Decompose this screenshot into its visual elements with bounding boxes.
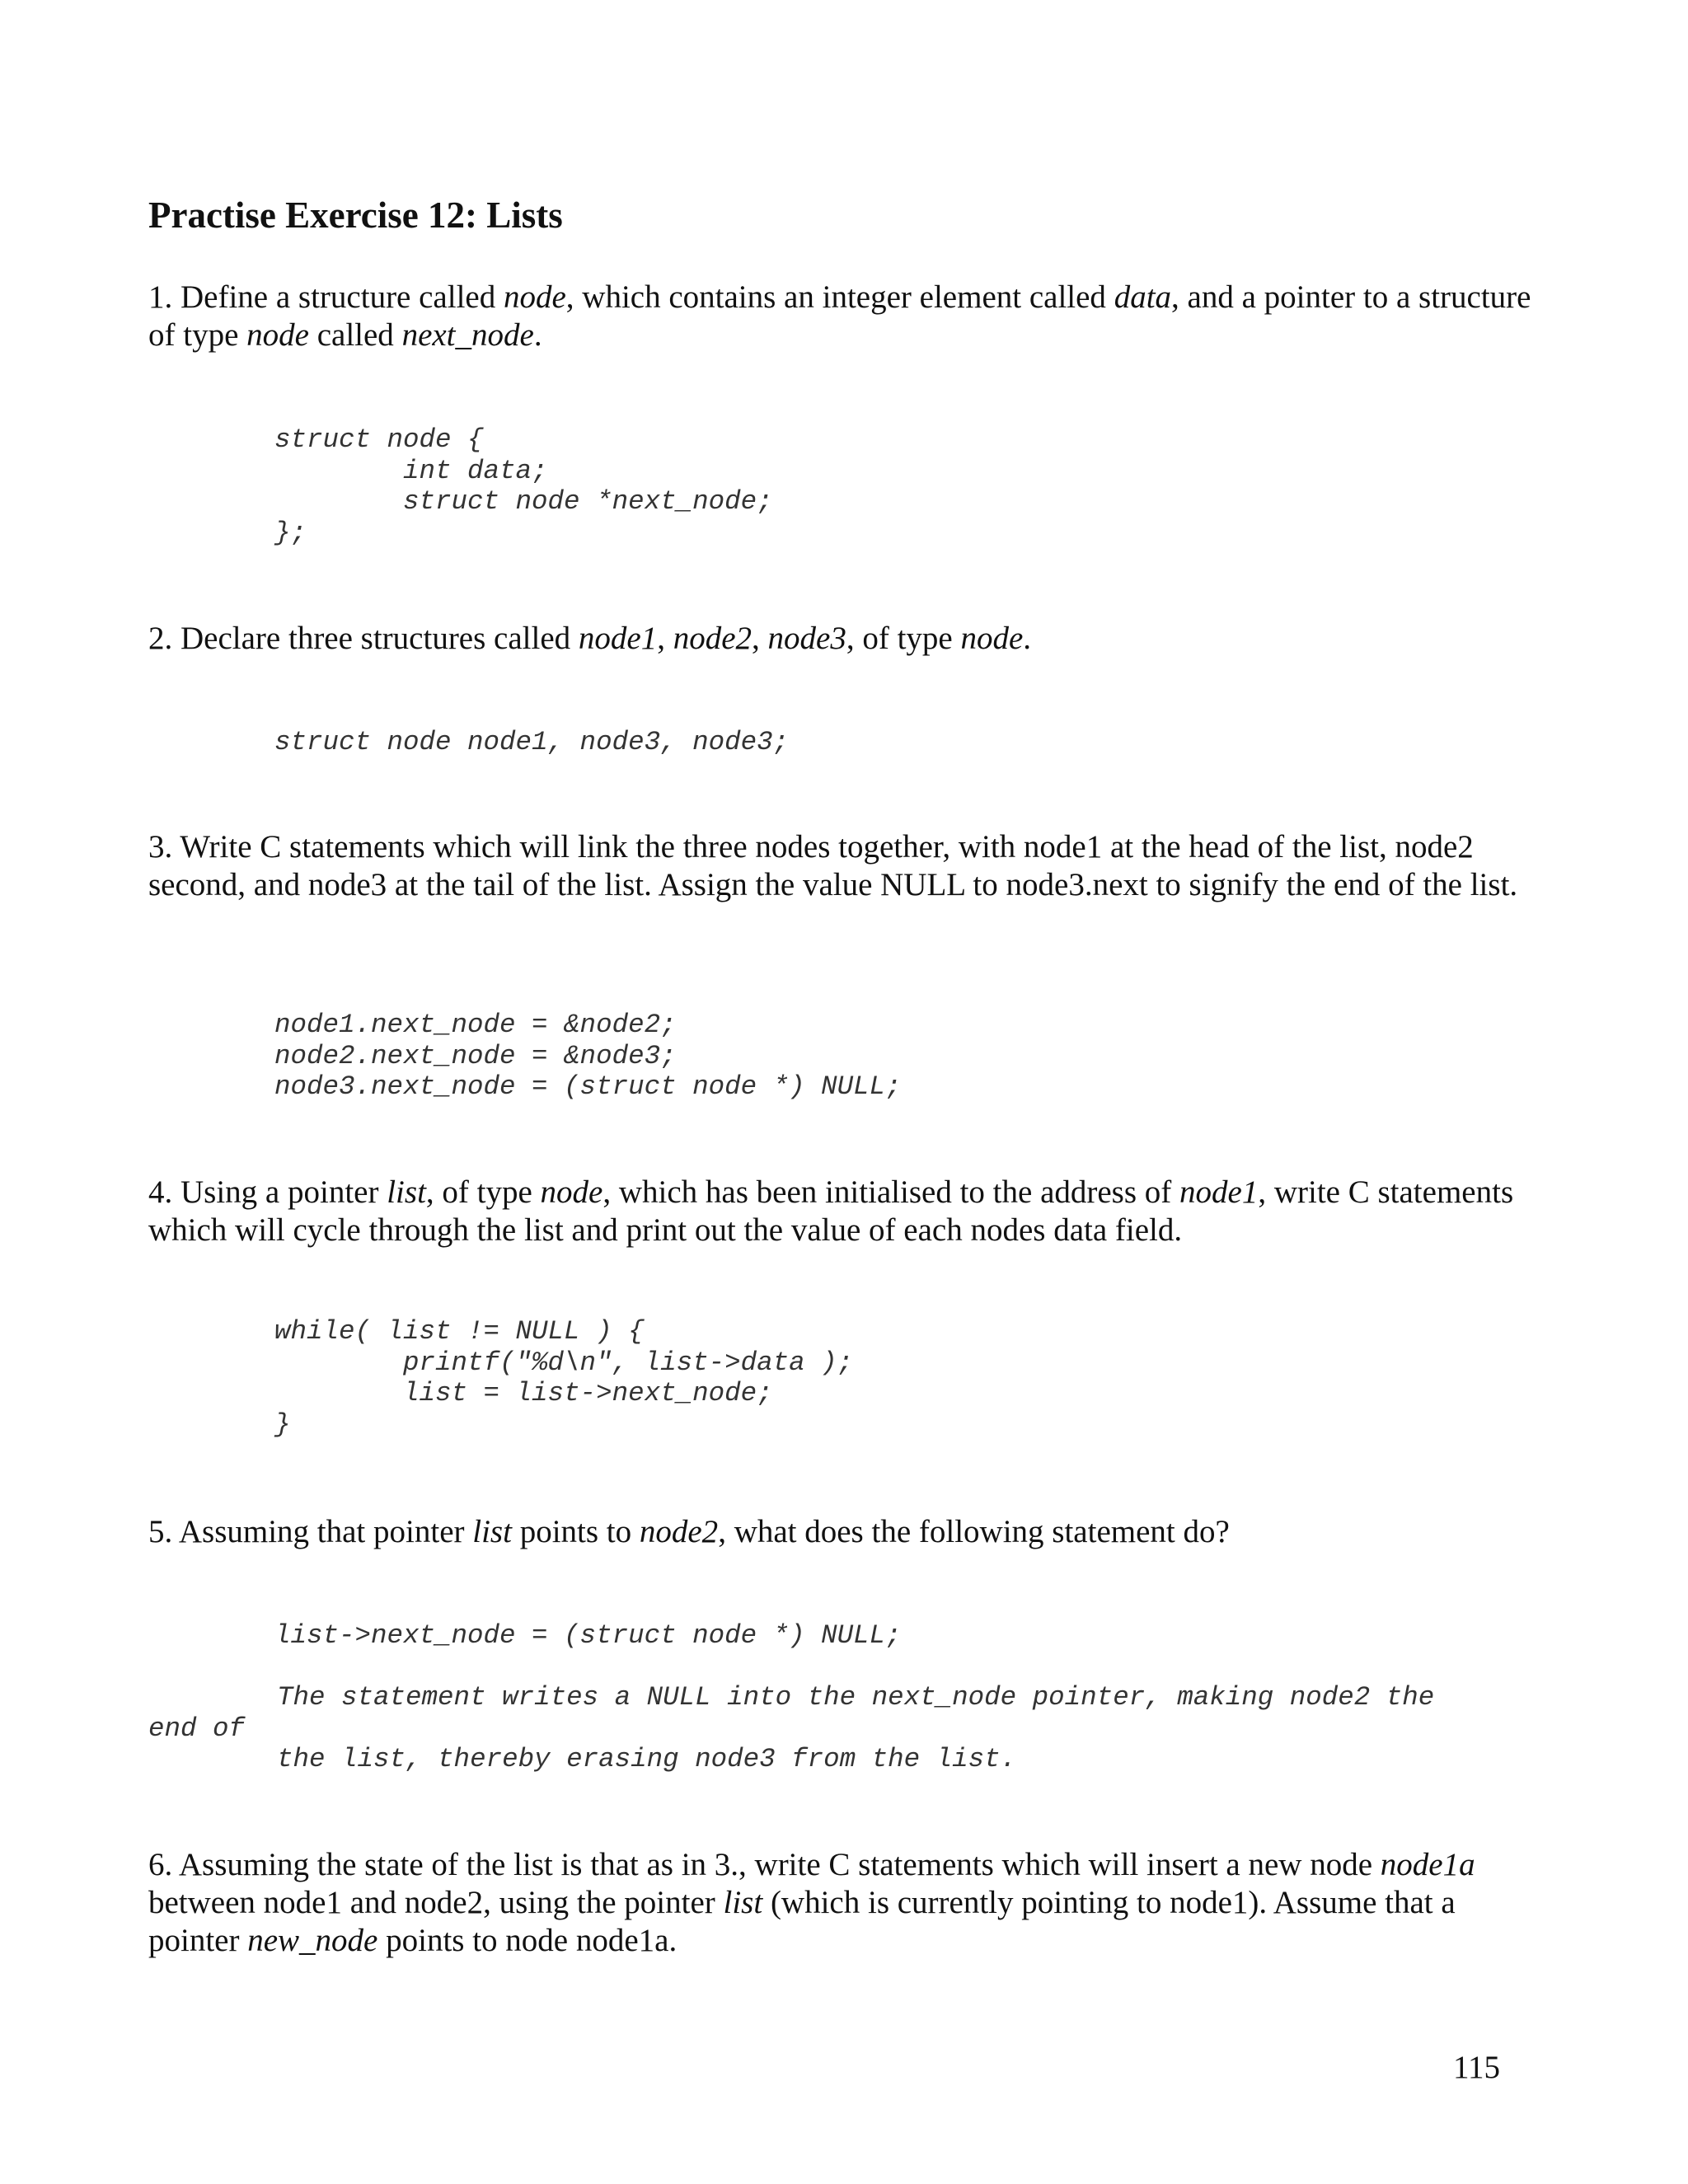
q1-text: , which contains an integer element called bbox=[565, 279, 1114, 315]
q6-text: between node1 and node2, using the pointer bbox=[148, 1847, 1484, 1920]
q1-text: . bbox=[533, 317, 542, 353]
q4-text: , of type bbox=[425, 1174, 541, 1210]
answer-line: The statement writes a NULL into the next_node pointer, making node2 the bbox=[148, 1682, 1435, 1713]
q1-term: data bbox=[1114, 279, 1172, 315]
page-number: 115 bbox=[1452, 2050, 1500, 2085]
q4-term: node1 bbox=[1179, 1174, 1259, 1210]
q5-text: 5. Assuming that pointer bbox=[148, 1514, 473, 1549]
q5-term: node2 bbox=[639, 1514, 719, 1549]
code-line: printf("%d\n", list->data ); bbox=[274, 1347, 854, 1378]
q6-text: (which is currently pointing to node1). Assume that a pointer bbox=[148, 1885, 1464, 1958]
question-6 bbox=[148, 1846, 1533, 1960]
q4-text: , write C statements which will cycle through the list and print out the value of each nodes data field. bbox=[148, 1174, 1522, 1248]
answer-5 bbox=[148, 1682, 1434, 1775]
code-block-1 bbox=[274, 424, 773, 548]
question-5 bbox=[148, 1513, 1533, 1551]
q1-term: next_node bbox=[401, 317, 534, 353]
q1-term: node bbox=[246, 317, 309, 353]
code-line: int data; bbox=[274, 455, 548, 486]
code-block-3 bbox=[274, 1010, 902, 1103]
q2-term: node3 bbox=[767, 621, 846, 656]
answer-line: the list, thereby erasing node3 from the list. bbox=[148, 1744, 1017, 1774]
code-line: struct node { bbox=[274, 424, 484, 455]
q1-text: 1. Define a structure called bbox=[148, 279, 504, 315]
answer-line: end of bbox=[148, 1713, 246, 1744]
code-line: } bbox=[274, 1408, 291, 1440]
code-line: list->next_node = (struct node *) NULL; bbox=[274, 1620, 902, 1651]
code-line: node1.next_node = &node2; bbox=[274, 1010, 677, 1040]
question-4 bbox=[148, 1174, 1533, 1249]
q2-text: 2. Declare three structures called bbox=[148, 621, 579, 656]
code-line: list = list->next_node; bbox=[274, 1378, 773, 1408]
q6-term: node1a bbox=[1380, 1847, 1475, 1882]
q5-term: list bbox=[472, 1514, 512, 1549]
q4-text: , which has been initialised to the address of bbox=[603, 1174, 1180, 1210]
q2-text: . bbox=[1023, 621, 1032, 656]
q6-text: points to node node1a. bbox=[377, 1923, 678, 1958]
page-title: Practise Exercise 12: Lists bbox=[148, 194, 563, 236]
q1-text: called bbox=[308, 317, 402, 353]
q2-text: , bbox=[657, 621, 673, 656]
code-block-4 bbox=[274, 1316, 853, 1440]
code-line: struct node *next_node; bbox=[274, 486, 773, 517]
q2-text: , bbox=[752, 621, 768, 656]
q6-term: new_node bbox=[247, 1923, 378, 1958]
q6-text: 6. Assuming the state of the list is that as in 3., write C statements which will insert a new node bbox=[148, 1847, 1381, 1882]
question-2 bbox=[148, 620, 1533, 658]
q2-term: node2 bbox=[673, 621, 753, 656]
q3-text: 3. Write C statements which will link the three nodes together, with node1 at the head of the list, node2 second, and node3 at the tail of the list. Assign the value NULL to node3.next to signify the end of the list. bbox=[148, 829, 1518, 902]
q4-term: list bbox=[387, 1174, 426, 1210]
code-block-5 bbox=[274, 1620, 902, 1652]
q2-term: node bbox=[960, 621, 1024, 656]
q4-text: 4. Using a pointer bbox=[148, 1174, 387, 1210]
q1-term: node bbox=[503, 279, 566, 315]
question-3 bbox=[148, 828, 1533, 904]
question-1 bbox=[148, 279, 1540, 354]
q1-text: , and a pointer to a structure of type bbox=[148, 279, 1540, 353]
code-line: struct node node1, node3, node3; bbox=[274, 727, 790, 757]
code-line: while( list != NULL ) { bbox=[274, 1316, 645, 1347]
q4-term: node bbox=[540, 1174, 603, 1210]
code-line: node2.next_node = &node3; bbox=[274, 1040, 677, 1071]
q5-text: points to bbox=[511, 1514, 640, 1549]
code-line: node3.next_node = (struct node *) NULL; bbox=[274, 1071, 902, 1102]
q6-term: list bbox=[723, 1885, 763, 1920]
code-line: }; bbox=[274, 517, 307, 548]
q2-text: , of type bbox=[846, 621, 961, 656]
code-block-2 bbox=[274, 727, 789, 758]
q5-text: , what does the following statement do? bbox=[718, 1514, 1230, 1549]
q2-term: node1 bbox=[578, 621, 658, 656]
